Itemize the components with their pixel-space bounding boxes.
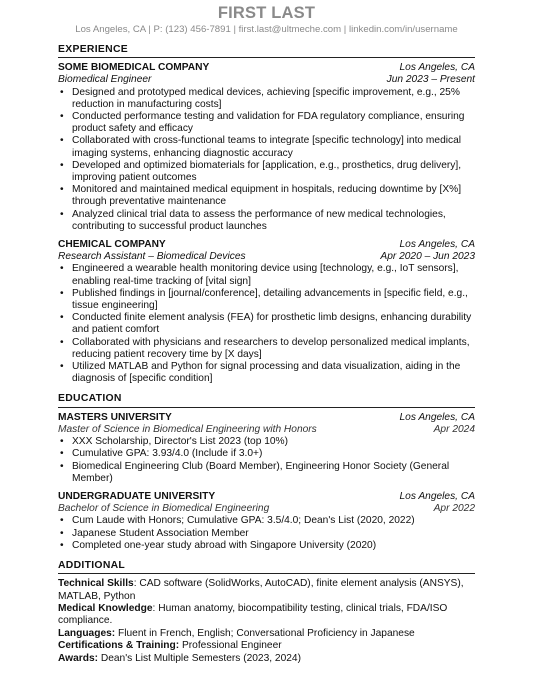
education-detail-item: • XXX Scholarship, Director's List 2023 (top 10%) (70, 436, 475, 448)
contact-line: Los Angeles, CA | P: (123) 456-7891 | first.last@ultmeche.com | linkedin.com/in/username (75, 24, 458, 35)
experience-entry-2 (58, 239, 475, 385)
education-detail-item: • Cumulative GPA: 3.93/4.0 (Include if 3.0+) (70, 448, 475, 460)
responsibility-item: • Utilized MATLAB and Python for signal processing and data visualization, aiding in the diagnosis of [specific condition] (70, 361, 475, 385)
additional-item-languages (58, 628, 475, 640)
school-name: UNDERGRADUATE UNIVERSITY (58, 490, 216, 502)
education-detail-list (58, 515, 475, 552)
education-detail-list (58, 436, 475, 485)
additional-item-certifications (58, 640, 475, 652)
additional-item-awards (58, 653, 475, 665)
additional-item-medical-knowledge (58, 603, 475, 628)
education-heading: EDUCATION (58, 393, 475, 407)
education-detail-item: • Biomedical Engineering Club (Board Member), Engineering Honor Society (General Member) (70, 461, 475, 485)
additional-value: Dean's List Multiple Semesters (2023, 2024) (98, 652, 301, 664)
job-dates: Jun 2023 – Present (386, 74, 475, 86)
responsibility-item: • Conducted finite element analysis (FEA) for prosthetic limb designs, enhancing durability and patient comfort (70, 312, 475, 336)
degree-title: Master of Science in Biomedical Engineering with Honors (58, 423, 317, 435)
education-detail-item: • Completed one-year study abroad with Singapore University (2020) (70, 540, 475, 552)
responsibility-item: • Monitored and maintained medical equipment in hospitals, reducing downtime by [X%] through preventative maintenance (70, 184, 475, 208)
job-title: Biomedical Engineer (58, 74, 152, 86)
experience-entry-1 (58, 62, 475, 233)
candidate-name: FIRST LAST (217, 4, 316, 22)
responsibility-item: • Collaborated with physicians and researchers to develop personalized medical implants, reducing patient recovery time by [X days] (70, 337, 475, 361)
education-detail-item: • Cum Laude with Honors; Cumulative GPA: 3.5/4.0; Dean's List (2020, 2022) (70, 515, 475, 527)
additional-value: : Human anatomy, biocompatibility testing, clinical trials, FDA/ISO compliance. (58, 602, 448, 627)
additional-heading: ADDITIONAL (58, 560, 475, 574)
responsibility-item: • Conducted performance testing and validation for FDA regulatory compliance, ensuring product safety and efficacy (70, 111, 475, 135)
additional-item-technical-skills (58, 578, 475, 603)
education-entry-1 (58, 412, 475, 485)
school-name: MASTERS UNIVERSITY (58, 411, 172, 423)
responsibility-item: • Engineered a wearable health monitoring device using [technology, e.g., IoT sensors], enabling real-time tracking of [vital sign] (70, 263, 475, 287)
responsibility-list (58, 87, 475, 233)
employer-location: Los Angeles, CA (399, 62, 475, 74)
graduation-date: Apr 2022 (433, 503, 475, 515)
job-title: Research Assistant – Biomedical Devices (58, 251, 246, 263)
responsibility-item: • Published findings in [journal/conference], detailing advancements in [specific field, e.g., tissue engineering] (70, 288, 475, 312)
responsibility-item: • Analyzed clinical trial data to assess the performance of new medical technologies, contributing to successful product launches (70, 209, 475, 233)
additional-label: Languages: (58, 627, 116, 639)
graduation-date: Apr 2024 (433, 423, 475, 435)
education-entry-2 (58, 491, 475, 552)
additional-label: Certifications & Training: (58, 640, 180, 652)
employer-name: SOME BIOMEDICAL COMPANY (58, 62, 210, 74)
experience-heading: EXPERIENCE (58, 44, 475, 58)
additional-value: : CAD software (SolidWorks, AutoCAD), finite element analysis (ANSYS), MATLAB, Python (58, 578, 464, 602)
additional-label: Awards: (58, 652, 99, 664)
education-detail-item: • Japanese Student Association Member (70, 528, 475, 540)
additional-label: Medical Knowledge (58, 602, 153, 614)
additional-value: Fluent in French, English; Conversational Proficiency in Japanese (115, 627, 415, 639)
employer-location: Los Angeles, CA (399, 239, 475, 251)
responsibility-item: • Collaborated with cross-functional teams to integrate [specific technology] into medical imaging systems, enhancing diagnostic accuracy (70, 135, 475, 159)
employer-name: CHEMICAL COMPANY (58, 239, 166, 251)
responsibility-item: • Designed and prototyped medical devices, achieving [specific improvement, e.g., 25% reduction in manufacturing costs] (70, 87, 475, 111)
school-location: Los Angeles, CA (399, 411, 475, 423)
responsibility-item: • Developed and optimized biomaterials for [application, e.g., prosthetics, drug delivery], improving patient outcomes (70, 160, 475, 184)
school-location: Los Angeles, CA (399, 490, 475, 502)
job-dates: Apr 2020 – Jun 2023 (380, 251, 475, 263)
additional-value: Professional Engineer (179, 640, 282, 652)
responsibility-list (58, 263, 475, 385)
additional-label: Technical Skills (58, 578, 134, 590)
degree-title: Bachelor of Science in Biomedical Engineering (58, 503, 270, 515)
